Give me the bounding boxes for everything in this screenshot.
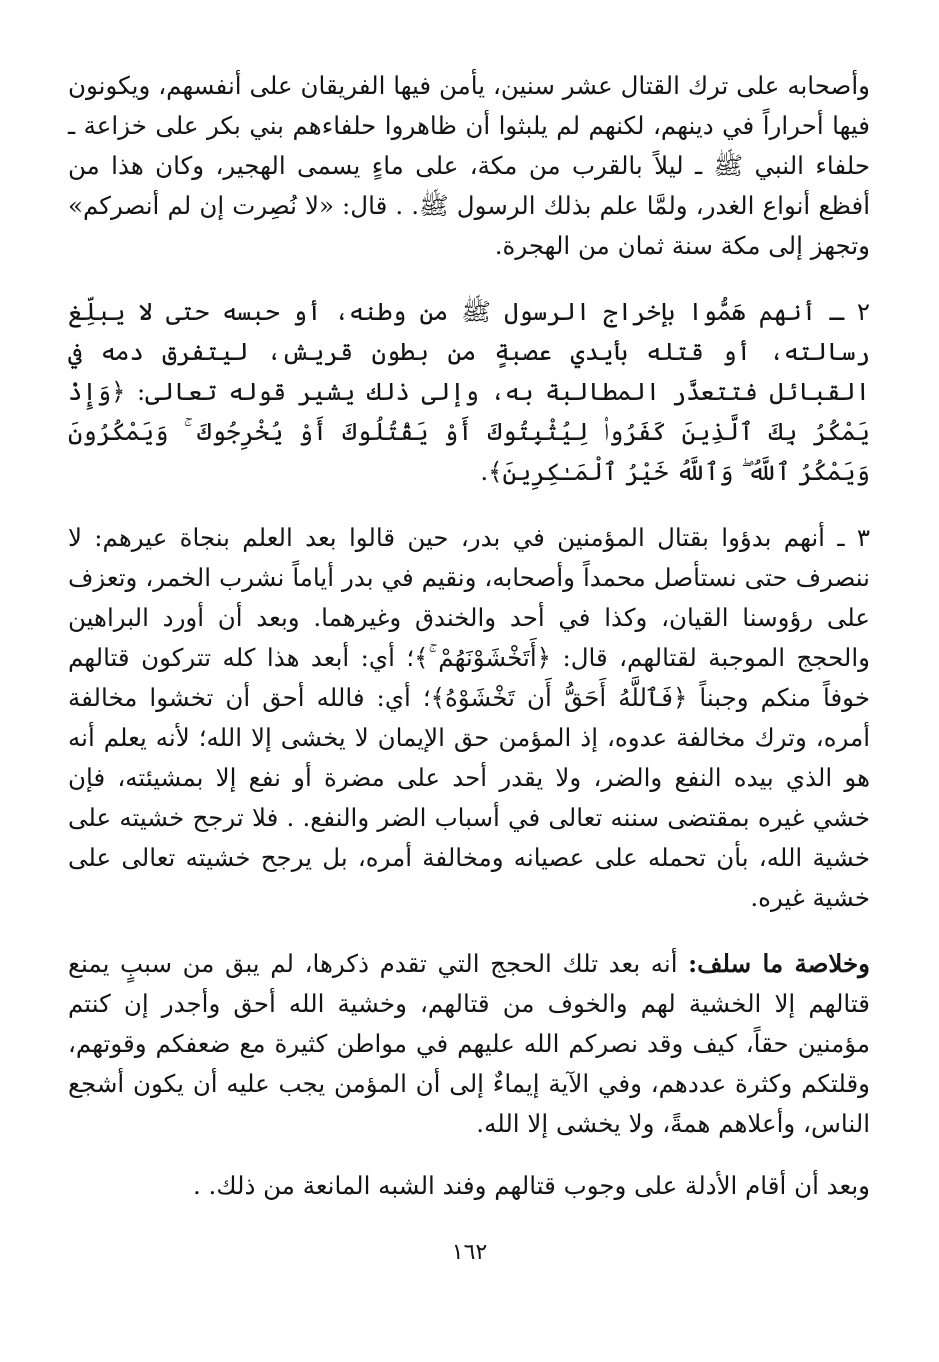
book-page [68, 66, 870, 1206]
paragraph-3 [68, 518, 870, 918]
paragraph-5 [68, 1166, 870, 1206]
page-number: ١٦٢ [451, 1240, 488, 1265]
paragraph-1 [68, 66, 870, 266]
paragraph-2-text: ٢ ـ أنهم هَمُّوا بإخراج الرسول ﷺ من وطنه، أو حبسه حتى لا يبلِّغ رسالته، أو قتله بأيدي عصبةٍ من بطون قريش، ليتفرق دمه في القبائل فتتعذَّر المطالبة به، وإلى ذلك يشير قوله تعالى: ﴿وَإِذْ يَمْكُرُ بِكَ ٱلَّذِينَ كَفَرُوا۟ لِيُثْبِتُوكَ أَوْ يَقْتُلُوكَ أَوْ يُخْرِجُوكَ ۚ وَيَمْكُرُونَ وَيَمْكُرُ ٱللَّهُ ۖ وَٱللَّهُ خَيْرُ ٱلْمَـٰكِرِينَ﴾. [68, 297, 870, 486]
paragraph-2 [68, 292, 870, 492]
paragraph-4 [68, 944, 870, 1144]
summary-heading: وخلاصة ما سلف: [688, 949, 870, 978]
paragraph-5-text: وبعد أن أقام الأدلة على وجوب قتالهم وفند الشبه المانعة من ذلك. . [192, 1171, 870, 1200]
paragraph-3-text: ٣ ـ أنهم بدؤوا بقتال المؤمنين في بدر، حين قالوا بعد العلم بنجاة عيرهم: لا ننصرف حتى نستأصل محمداً وأصحابه، ونقيم في بدر أياماً نشرب الخمر، وتعزف على رؤوسنا القيان، وكذا في أحد والخندق وغيرهما. وبعد أن أورد البراهين والحجج الموجبة لقتالهم، قال: ﴿أَتَخْشَوْنَهُمْ ۚ﴾؛ أي: أبعد هذا كله تتركون قتالهم خوفاً منكم وجبناً ﴿فَٱللَّهُ أَحَقُّ أَن تَخْشَوْهُ﴾؛ أي: فالله أحق أن تخشوا مخالفة أمره، وترك مخالفة عدوه، إذ المؤمن حق الإيمان لا يخشى إلا الله؛ لأنه يعلم أنه هو الذي بيده النفع والضر، ولا يقدر أحد على مضرة أو نفع إلا بمشيئته، فإن خشي غيره بمقتضى سننه تعالى في أسباب الضر والنفع. . فلا ترجح خشيته على خشية الله، بأن تحمله على عصيانه ومخالفة أمره، بل يرجح خشيته تعالى على خشية غيره. [68, 523, 870, 912]
paragraph-4-text: أنه بعد تلك الحجج التي تقدم ذكرها، لم يبق من سببٍ يمنع قتالهم إلا الخشية لهم والخوف من قتالهم، وخشية الله أحق وأجدر إن كنتم مؤمنين حقاً، كيف وقد نصركم الله عليهم في مواطن كثيرة مع ضعفكم وقوتهم، وقلتكم وكثرة عددهم، وفي الآية إيماءٌ إلى أن المؤمن يجب عليه أن يكون أشجع الناس، وأعلاهم همةً، ولا يخشى إلا الله. [68, 949, 870, 1138]
paragraph-1-text: وأصحابه على ترك القتال عشر سنين، يأمن فيها الفريقان على أنفسهم، ويكونون فيها أحراراً في دينهم، لكنهم لم يلبثوا أن ظاهروا حلفاءهم بني بكر على خزاعة ـ حلفاء النبي ﷺ ـ ليلاً بالقرب من مكة، على ماءٍ يسمى الهجير، وكان هذا من أفظع أنواع الغدر، ولمَّا علم بذلك الرسول ﷺ. . قال: «لا نُصِرت إن لم أنصركم» وتجهز إلى مكة سنة ثمان من الهجرة. [68, 71, 870, 260]
